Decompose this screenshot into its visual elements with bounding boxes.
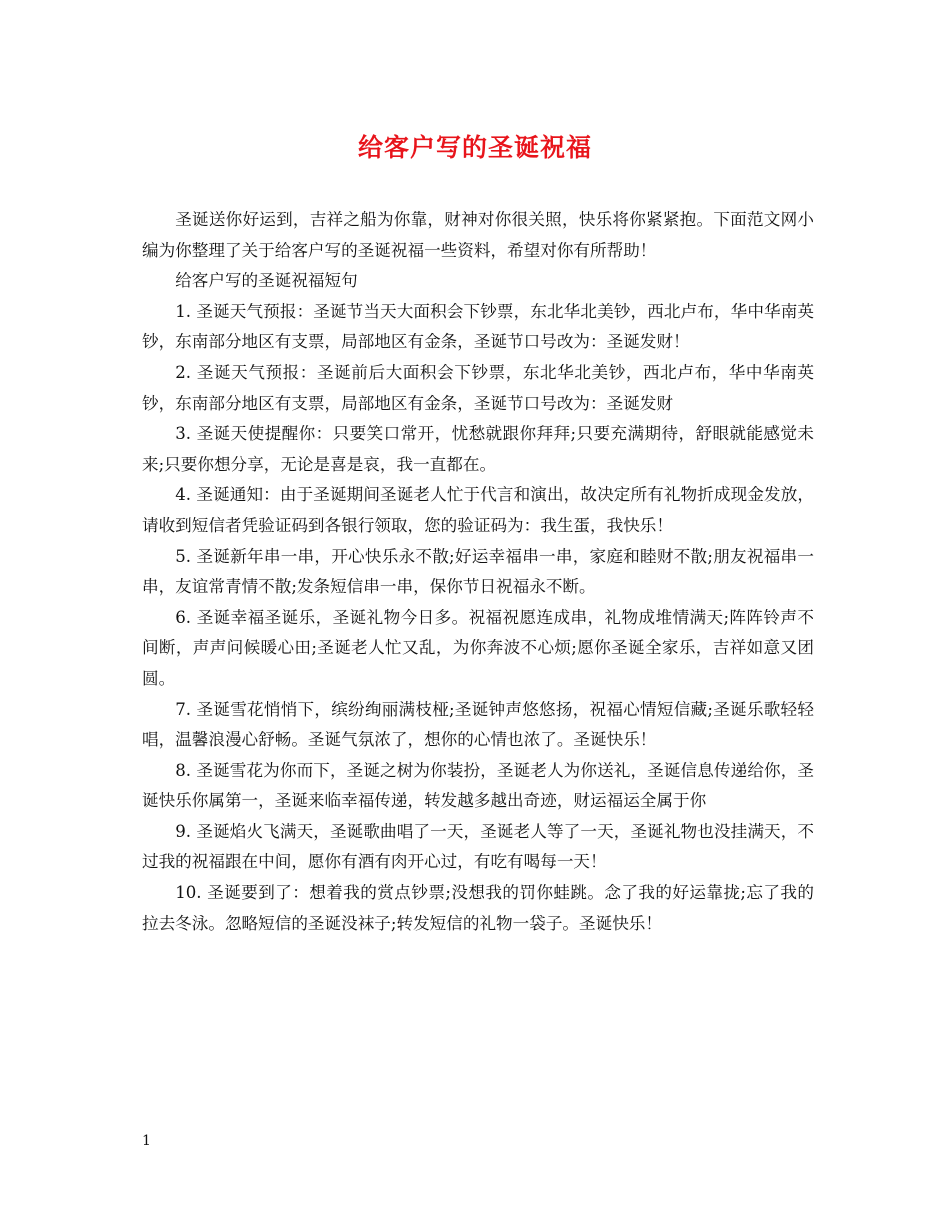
list-item: 5. 圣诞新年串一串，开心快乐永不散;好运幸福串一串，家庭和睦财不散;朋友祝福串一串，友谊常青情不散;发条短信串一串，保你节日祝福永不断。: [142, 546, 814, 597]
intro-paragraph: 圣诞送你好运到，吉祥之船为你靠，财神对你很关照，快乐将你紧紧抱。下面范文网小编为你整理了关于给客户写的圣诞祝福一些资料，希望对你有所帮助！: [142, 210, 814, 260]
list-item: 4. 圣诞通知：由于圣诞期间圣诞老人忙于代言和演出，故决定所有礼物折成现金发放，请收到短信者凭验证码到各银行领取，您的验证码为：我生蛋，我快乐！: [142, 485, 814, 535]
list-item: 9. 圣诞焰火飞满天，圣诞歌曲唱了一天，圣诞老人等了一天，圣诞礼物也没挂满天，不过我的祝福跟在中间，愿你有酒有肉开心过，有吃有喝每一天！: [142, 821, 814, 872]
document-body: [142, 205, 814, 939]
section-heading: 给客户写的圣诞祝福短句: [175, 271, 358, 291]
document-title: 给客户写的圣诞祝福: [357, 133, 592, 162]
list-item: 10. 圣诞要到了：想着我的赏点钞票;没想我的罚你蛙跳。念了我的好运靠拢;忘了我的拉去冬泳。忽略短信的圣诞没袜子;转发短信的礼物一袋子。圣诞快乐！: [142, 883, 814, 933]
list-item: 1. 圣诞天气预报：圣诞节当天大面积会下钞票，东北华北美钞，西北卢布，华中华南英钞，东南部分地区有支票，局部地区有金条，圣诞节口号改为：圣诞发财！: [142, 301, 814, 352]
list-item: 8. 圣诞雪花为你而下，圣诞之树为你装扮，圣诞老人为你送礼，圣诞信息传递给你，圣诞快乐你属第一，圣诞来临幸福传递，转发越多越出奇迹，财运福运全属于你: [142, 760, 814, 811]
list-item: 6. 圣诞幸福圣诞乐，圣诞礼物今日多。祝福祝愿连成串，礼物成堆情满天;阵阵铃声不间断，声声问候暖心田;圣诞老人忙又乱，为你奔波不心烦;愿你圣诞全家乐，吉祥如意又团圆。: [142, 607, 814, 688]
list-item: 7. 圣诞雪花悄悄下，缤纷绚丽满枝桠;圣诞钟声悠悠扬，祝福心情短信藏;圣诞乐歌轻轻唱，温馨浪漫心舒畅。圣诞气氛浓了，想你的心情也浓了。圣诞快乐！: [142, 699, 814, 750]
list-item: 3. 圣诞天使提醒你：只要笑口常开，忧愁就跟你拜拜;只要充满期待，舒眼就能感觉未来;只要你想分享，无论是喜是哀，我一直都在。: [142, 424, 814, 474]
page-number: 1: [142, 1133, 151, 1149]
list-item: 2. 圣诞天气预报：圣诞前后大面积会下钞票，东北华北美钞，西北卢布，华中华南英钞，东南部分地区有支票，局部地区有金条，圣诞节口号改为：圣诞发财: [142, 362, 814, 413]
